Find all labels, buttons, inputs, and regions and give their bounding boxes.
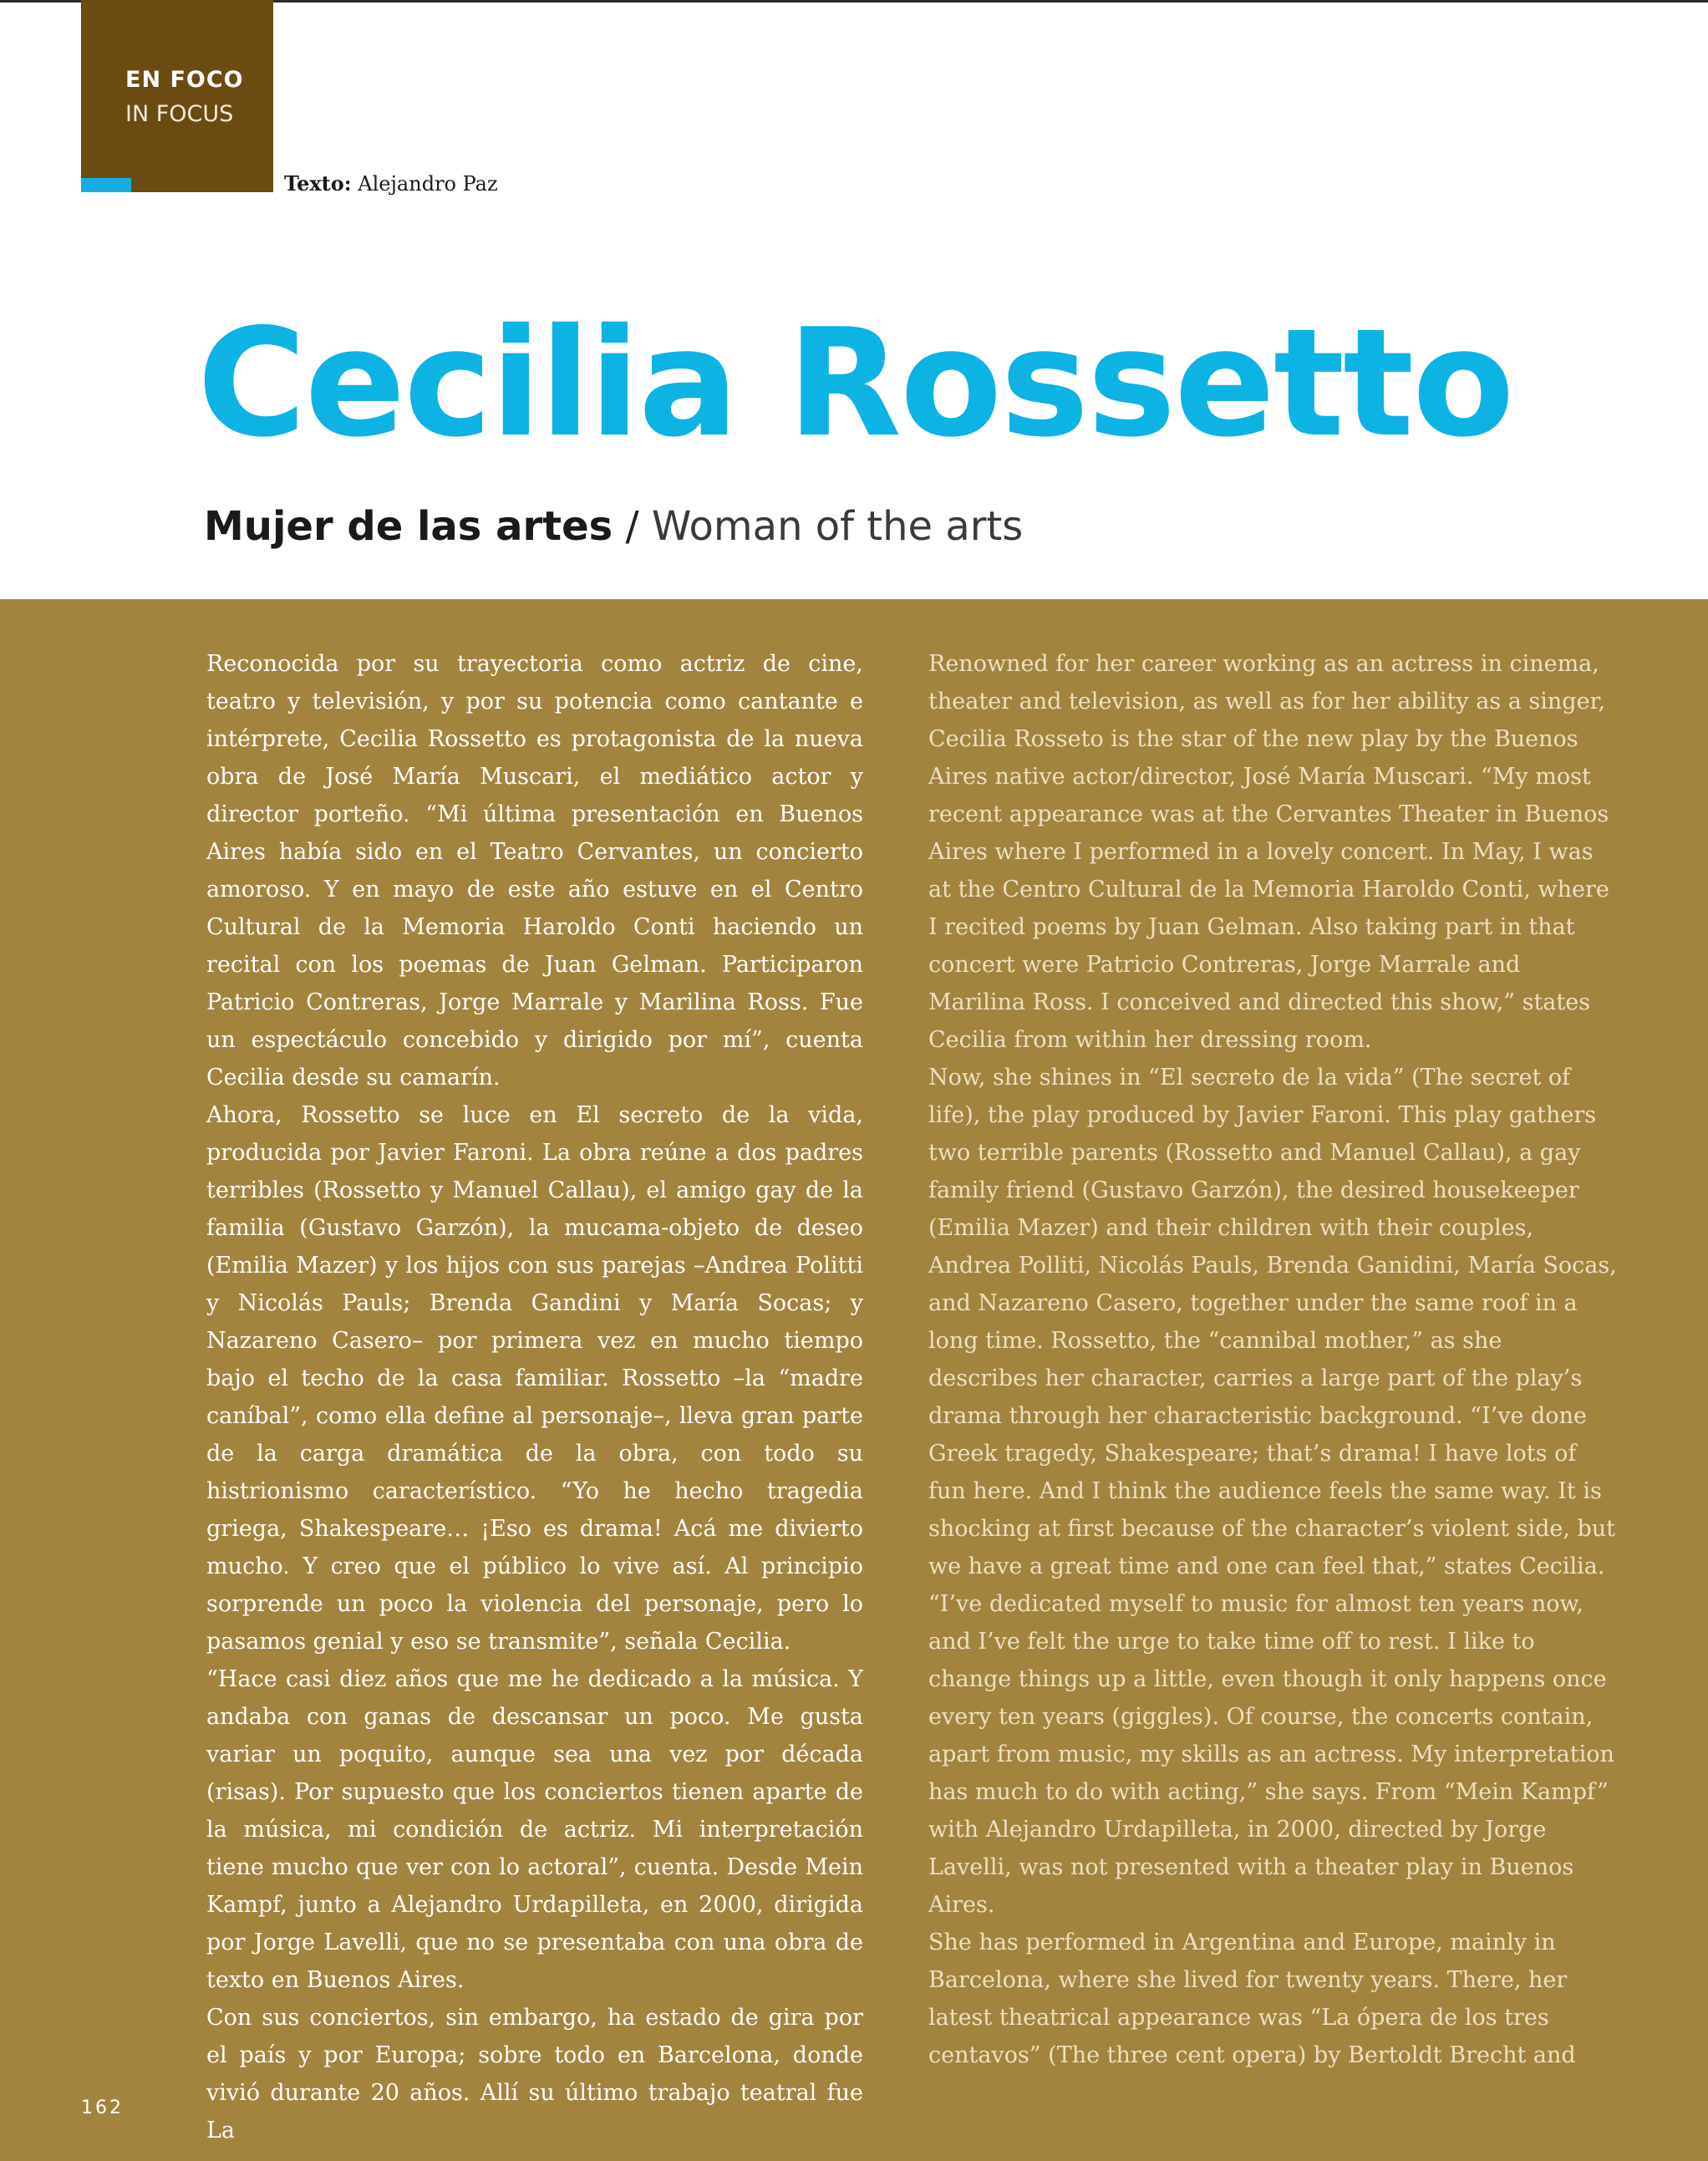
section-tab [81,0,273,192]
accent-bar [81,178,131,192]
author-credit [284,171,498,196]
body-column-english [928,645,1618,2074]
subtitle-separator: / [613,503,652,550]
subtitle-es: Mujer de las artes [204,503,613,550]
article-subtitle [204,503,1023,550]
section-label-en: IN FOCUS [125,101,234,127]
subtitle-en: Woman of the arts [651,503,1024,550]
paragraph-en: Renowned for her career working as an actress in cinema, theater and television, as well as for her ability as a singer, Cecilia Rosseto is the star of the new play by the Buenos Aires native actor/director, José María Muscari. “My most recent appearance was at the Cervantes Theater in Buenos Aires where I performed in a lovely concert. In May, I was at the Centro Cultural de la Memoria Haroldo Conti, where I recited poems by Juan Gelman. Also taking part in that concert were Patricio Contreras, Jorge Marrale and Marilina Ross. I conceived and directed this show,” states Cecilia from within her dressing room. [928,651,1609,1053]
page-number: 162 [81,2097,124,2118]
section-label-es: EN FOCO [125,67,244,93]
credit-author: Alejandro Paz [358,172,498,196]
article-title: Cecilia Rossetto [197,297,1513,470]
credit-label: Texto: [284,171,352,196]
paragraph-en: “I’ve dedicated myself to music for almost ten years now, and I’ve felt the urge to take time off to rest. I like to change things up a little, even though it only happens once every ten years (giggles). Of course, the concerts contain, apart from music, my skills as an actress. My interpretation has much to do with acting,” she says. From “Mein Kampf” with Alejandro Urdapilleta, in 2000, directed by Jorge Lavelli, was not presented with a theater play in Buenos Aires. [928,1591,1614,1918]
paragraph-en: Now, she shines in “El secreto de la vida” (The secret of life), the play produced by Javier Faroni. This play gathers two terrible parents (Rossetto and Manuel Callau), a gay family friend (Gustavo Garzón), the desired housekeeper (Emilia Mazer) and their children with their couples, Andrea Polliti, Nicolás Pauls, Brenda Ganidini, María Socas, and Nazareno Casero, together under the same roof in a long time. Rossetto, the “cannibal mother,” as she describes her character, carries a large part of the play’s drama through her characteristic background. “I’ve done Greek tragedy, Shakespeare; that’s drama! I have lots of fun here. And I think the audience feels the same way. It is shocking at first because of the character’s violent side, but we have a great time and one can feel that,” states Cecilia. [928,1065,1617,1579]
paragraph-es: Reconocida por su trayectoria como actriz de cine, teatro y televisión, y por su potencia como cantante e intérprete, Cecilia Rossetto es protagonista de la nueva obra de José María Muscari, el mediático actor y director porteño. “Mi última presentación en Buenos Aires había sido en el Teatro Cervantes, un concierto amoroso. Y en mayo de este año estuve en el Centro Cultural de la Memoria Haroldo Conti haciendo un recital con los poemas de Juan Gelman. Participaron Patricio Contreras, Jorge Marrale y Marilina Ross. Fue un espectáculo concebido y dirigido por mí”, cuenta Cecilia desde su camarín. [206,651,863,1091]
paragraph-en: She has performed in Argentina and Europe, mainly in Barcelona, where she lived for twenty years. There, her latest theatrical appearance was “La ópera de los tres centavos” (The three cent opera) by Bertoldt Brecht and [928,1930,1576,2068]
body-column-spanish [206,645,863,2149]
paragraph-es: Ahora, Rossetto se luce en El secreto de la vida, producida por Javier Faroni. La obra reúne a dos padres terribles (Rossetto y Manuel Callau), el amigo gay de la familia (Gustavo Garzón), la mucama-objeto de deseo (Emilia Mazer) y los hijos con sus parejas –Andrea Politti y Nicolás Pauls; Brenda Gandini y María Socas; y Nazareno Casero– por primera vez en mucho tiempo bajo el techo de la casa familiar. Rossetto –la “madre caníbal”, como ella define al personaje–, lleva gran parte de la carga dramática de la obra, con todo su histrionismo característico. “Yo he hecho tragedia griega, Shakespeare… ¡Eso es drama! Acá me divierto mucho. Y creo que el público lo vive así. Al principio sorprende un poco la violencia del personaje, pero lo pasamos genial y eso se transmite”, señala Cecilia. [206,1102,863,1655]
paragraph-es: “Hace casi diez años que me he dedicado a la música. Y andaba con ganas de descansar un poco. Me gusta variar un poquito, aunque sea una vez por década (risas). Por supuesto que los conciertos tienen aparte de la música, mi condición de actriz. Mi interpretación tiene mucho que ver con lo actoral”, cuenta. Desde Mein Kampf, junto a Alejandro Urdapilleta, en 2000, dirigida por Jorge Lavelli, que no se presentaba con una obra de texto en Buenos Aires. [206,1666,863,1993]
paragraph-es: Con sus conciertos, sin embargo, ha estado de gira por el país y por Europa; sobre todo en Barcelona, donde vivió durante 20 años. Allí su último trabajo teatral fue La [206,2005,863,2143]
